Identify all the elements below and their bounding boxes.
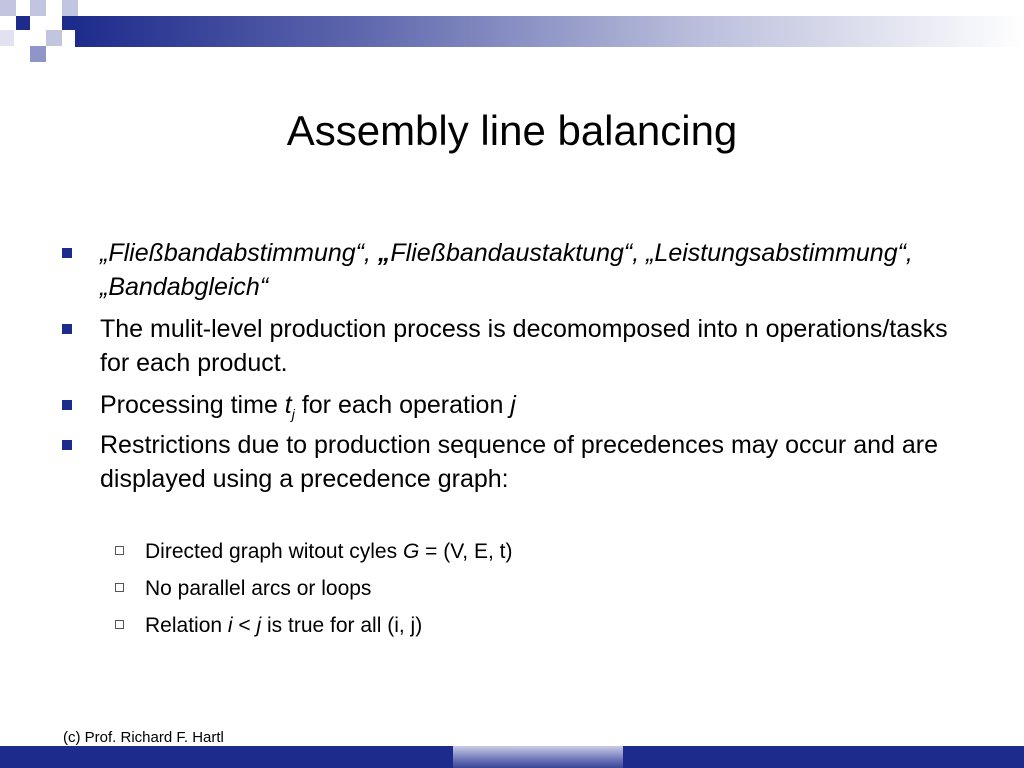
text-run: j [256, 614, 262, 637]
text-run: j [510, 391, 516, 419]
text-run: for each operation [294, 391, 511, 419]
text-run: Restrictions due to production sequence of precedences may occur and are displayed using a precedence graph: [100, 431, 938, 493]
bottom-bar-highlight [453, 746, 623, 768]
text-run: The mulit-level production process is decomomposed into n operations/tasks for each product. [100, 315, 948, 377]
hollow-square-bullet-icon [115, 620, 124, 629]
text-run: < [232, 614, 257, 637]
bullet-item [100, 312, 980, 380]
sub-bullet-item [145, 575, 945, 603]
text-run: = (V, E, t) [419, 540, 513, 563]
text-run: Relation [145, 614, 228, 637]
text-run: is true for all (i, j) [261, 614, 423, 637]
text-run: G [402, 540, 420, 563]
bullet-item [100, 236, 980, 304]
text-run: t [284, 391, 292, 419]
square-bullet-icon [62, 440, 72, 450]
text-run: Processing time [100, 391, 285, 419]
text-run: „ [377, 239, 391, 267]
sub-bullet-item [145, 538, 945, 566]
top-gradient-bar [75, 16, 1024, 47]
bullet-item [100, 388, 980, 431]
square-bullet-icon [62, 248, 72, 258]
text-run: Fließbandaustaktung“, „Leistungsabstimmung“, „Bandabgleich“ [100, 239, 913, 301]
sub-bullet-item [145, 612, 945, 640]
text-run: Directed graph witout cyles [145, 540, 403, 563]
slide-title: Assembly line balancing [286, 107, 738, 154]
square-bullet-icon [62, 324, 72, 334]
hollow-square-bullet-icon [115, 546, 124, 555]
square-bullet-icon [62, 400, 72, 410]
text-run: j [291, 406, 295, 422]
text-run: „Fließbandabstimmung“, [100, 239, 378, 267]
text-run: i [227, 614, 233, 637]
hollow-square-bullet-icon [115, 583, 124, 592]
bullet-item [100, 428, 980, 496]
footer-credit: (c) Prof. Richard F. Hartl [63, 729, 224, 746]
text-run: No parallel arcs or loops [145, 577, 372, 600]
